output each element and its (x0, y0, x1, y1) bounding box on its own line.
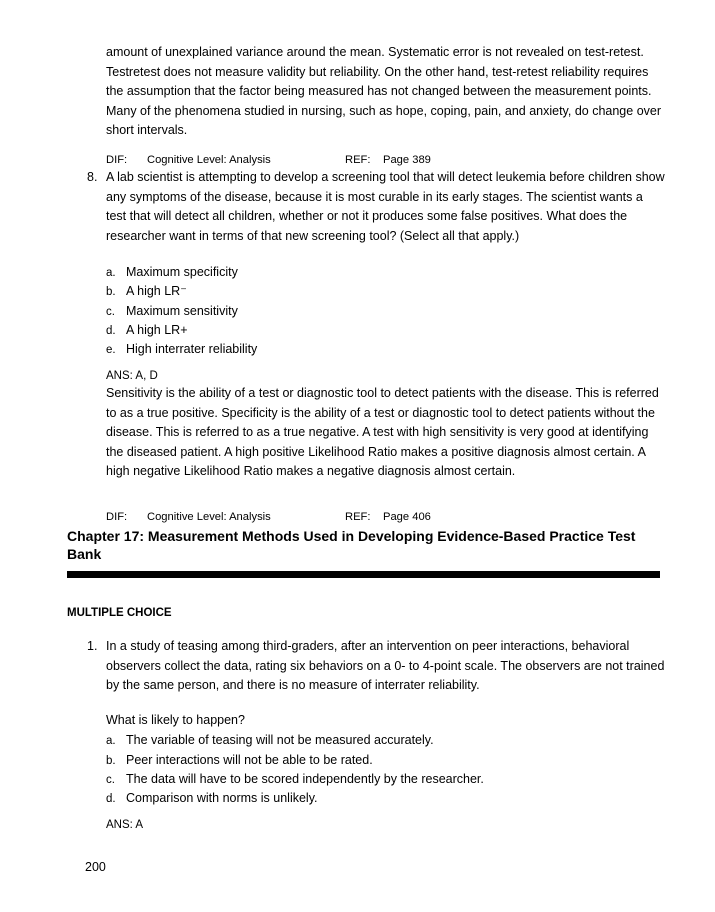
option-letter: e. (106, 344, 116, 356)
option-text: Comparison with norms is unlikely. (126, 791, 318, 805)
option-a (106, 731, 434, 751)
ref-value: Page 389 (383, 154, 431, 166)
option-letter: a. (106, 735, 116, 747)
dif-value: Cognitive Level: Analysis (147, 154, 271, 166)
chapter-title: Chapter 17: Measurement Methods Used in Developing Evidence-Based Practice Test Bank (67, 528, 636, 562)
question-prompt: What is likely to happen? (106, 713, 245, 727)
option-text: The variable of teasing will not be measured accurately. (126, 733, 434, 747)
question-number: 8. (87, 170, 98, 184)
option-letter: a. (106, 267, 116, 279)
section-heading: MULTIPLE CHOICE (67, 607, 172, 619)
answer-key: ANS: A (106, 819, 144, 831)
option-letter: d. (106, 325, 116, 337)
option-b (106, 282, 187, 302)
question-text: A lab scientist is attempting to develop a screening tool that will detect leukemia before children show any symptoms of the disease, because it is most curable in its early stages. The scientist wants a test that will detect all children, whether or not it produces some false positives. What does the researcher want in terms of that new screening tool? (Select all that apply.) (106, 170, 665, 243)
option-text: A high LR+ (126, 323, 188, 337)
option-c (106, 770, 484, 790)
rationale-paragraph: Sensitivity is the ability of a test or diagnostic tool to detect patients with the disease. This is referred to as a true positive. Specificity is the ability of a test or diagnostic tool to detect patients without the disease. This is referred to as a true negative. A test with high sensitivity is very good at identifying the diseased patient. A high positive Likelihood Ratio makes a positive diagnosis almost certain. A high negative Likelihood Ratio makes a negative diagnosis almost certain. (106, 386, 659, 478)
question-number: 1. (87, 639, 98, 653)
option-letter: d. (106, 793, 116, 805)
option-d (106, 321, 188, 341)
option-text: High interrater reliability (126, 342, 258, 356)
option-e (106, 340, 257, 360)
option-letter: b. (106, 755, 116, 767)
dif-value: Cognitive Level: Analysis (147, 511, 271, 523)
question-text: In a study of teasing among third-graders, after an intervention on peer interactions, behavioral observers collect the data, rating six behaviors on a 0- to 4-point scale. The observers are not trained by the same person, and there is no measure of interrater reliability. (106, 639, 665, 692)
option-a (106, 263, 238, 283)
option-c (106, 302, 238, 322)
option-letter: c. (106, 306, 115, 318)
ref-label: REF: (345, 154, 371, 166)
ref-label: REF: (345, 511, 371, 523)
option-text: Peer interactions will not be able to be rated. (126, 753, 373, 767)
ref-value: Page 406 (383, 511, 431, 523)
chapter-divider (67, 571, 660, 578)
option-text: A high LR⁻ (126, 284, 187, 298)
option-b (106, 751, 373, 771)
option-text: Maximum sensitivity (126, 304, 238, 318)
option-letter: c. (106, 774, 115, 786)
option-text: The data will have to be scored independently by the researcher. (126, 772, 484, 786)
dif-label: DIF: (106, 154, 128, 166)
page-number: 200 (85, 860, 106, 874)
dif-label: DIF: (106, 511, 128, 523)
answer-key: ANS: A, D (106, 370, 158, 382)
continued-rationale-paragraph: amount of unexplained variance around the mean. Systematic error is not revealed on test-retest. Testretest does not measure validity but reliability. On the other hand, test-retest reliability requires the assumption that the factor being measured has not changed between the measurement points. Many of the phenomena studied in nursing, such as hope, coping, pain, and anxiety, do change over short intervals. (106, 45, 662, 137)
option-letter: b. (106, 286, 116, 298)
option-d (106, 789, 318, 809)
option-text: Maximum specificity (126, 265, 238, 279)
